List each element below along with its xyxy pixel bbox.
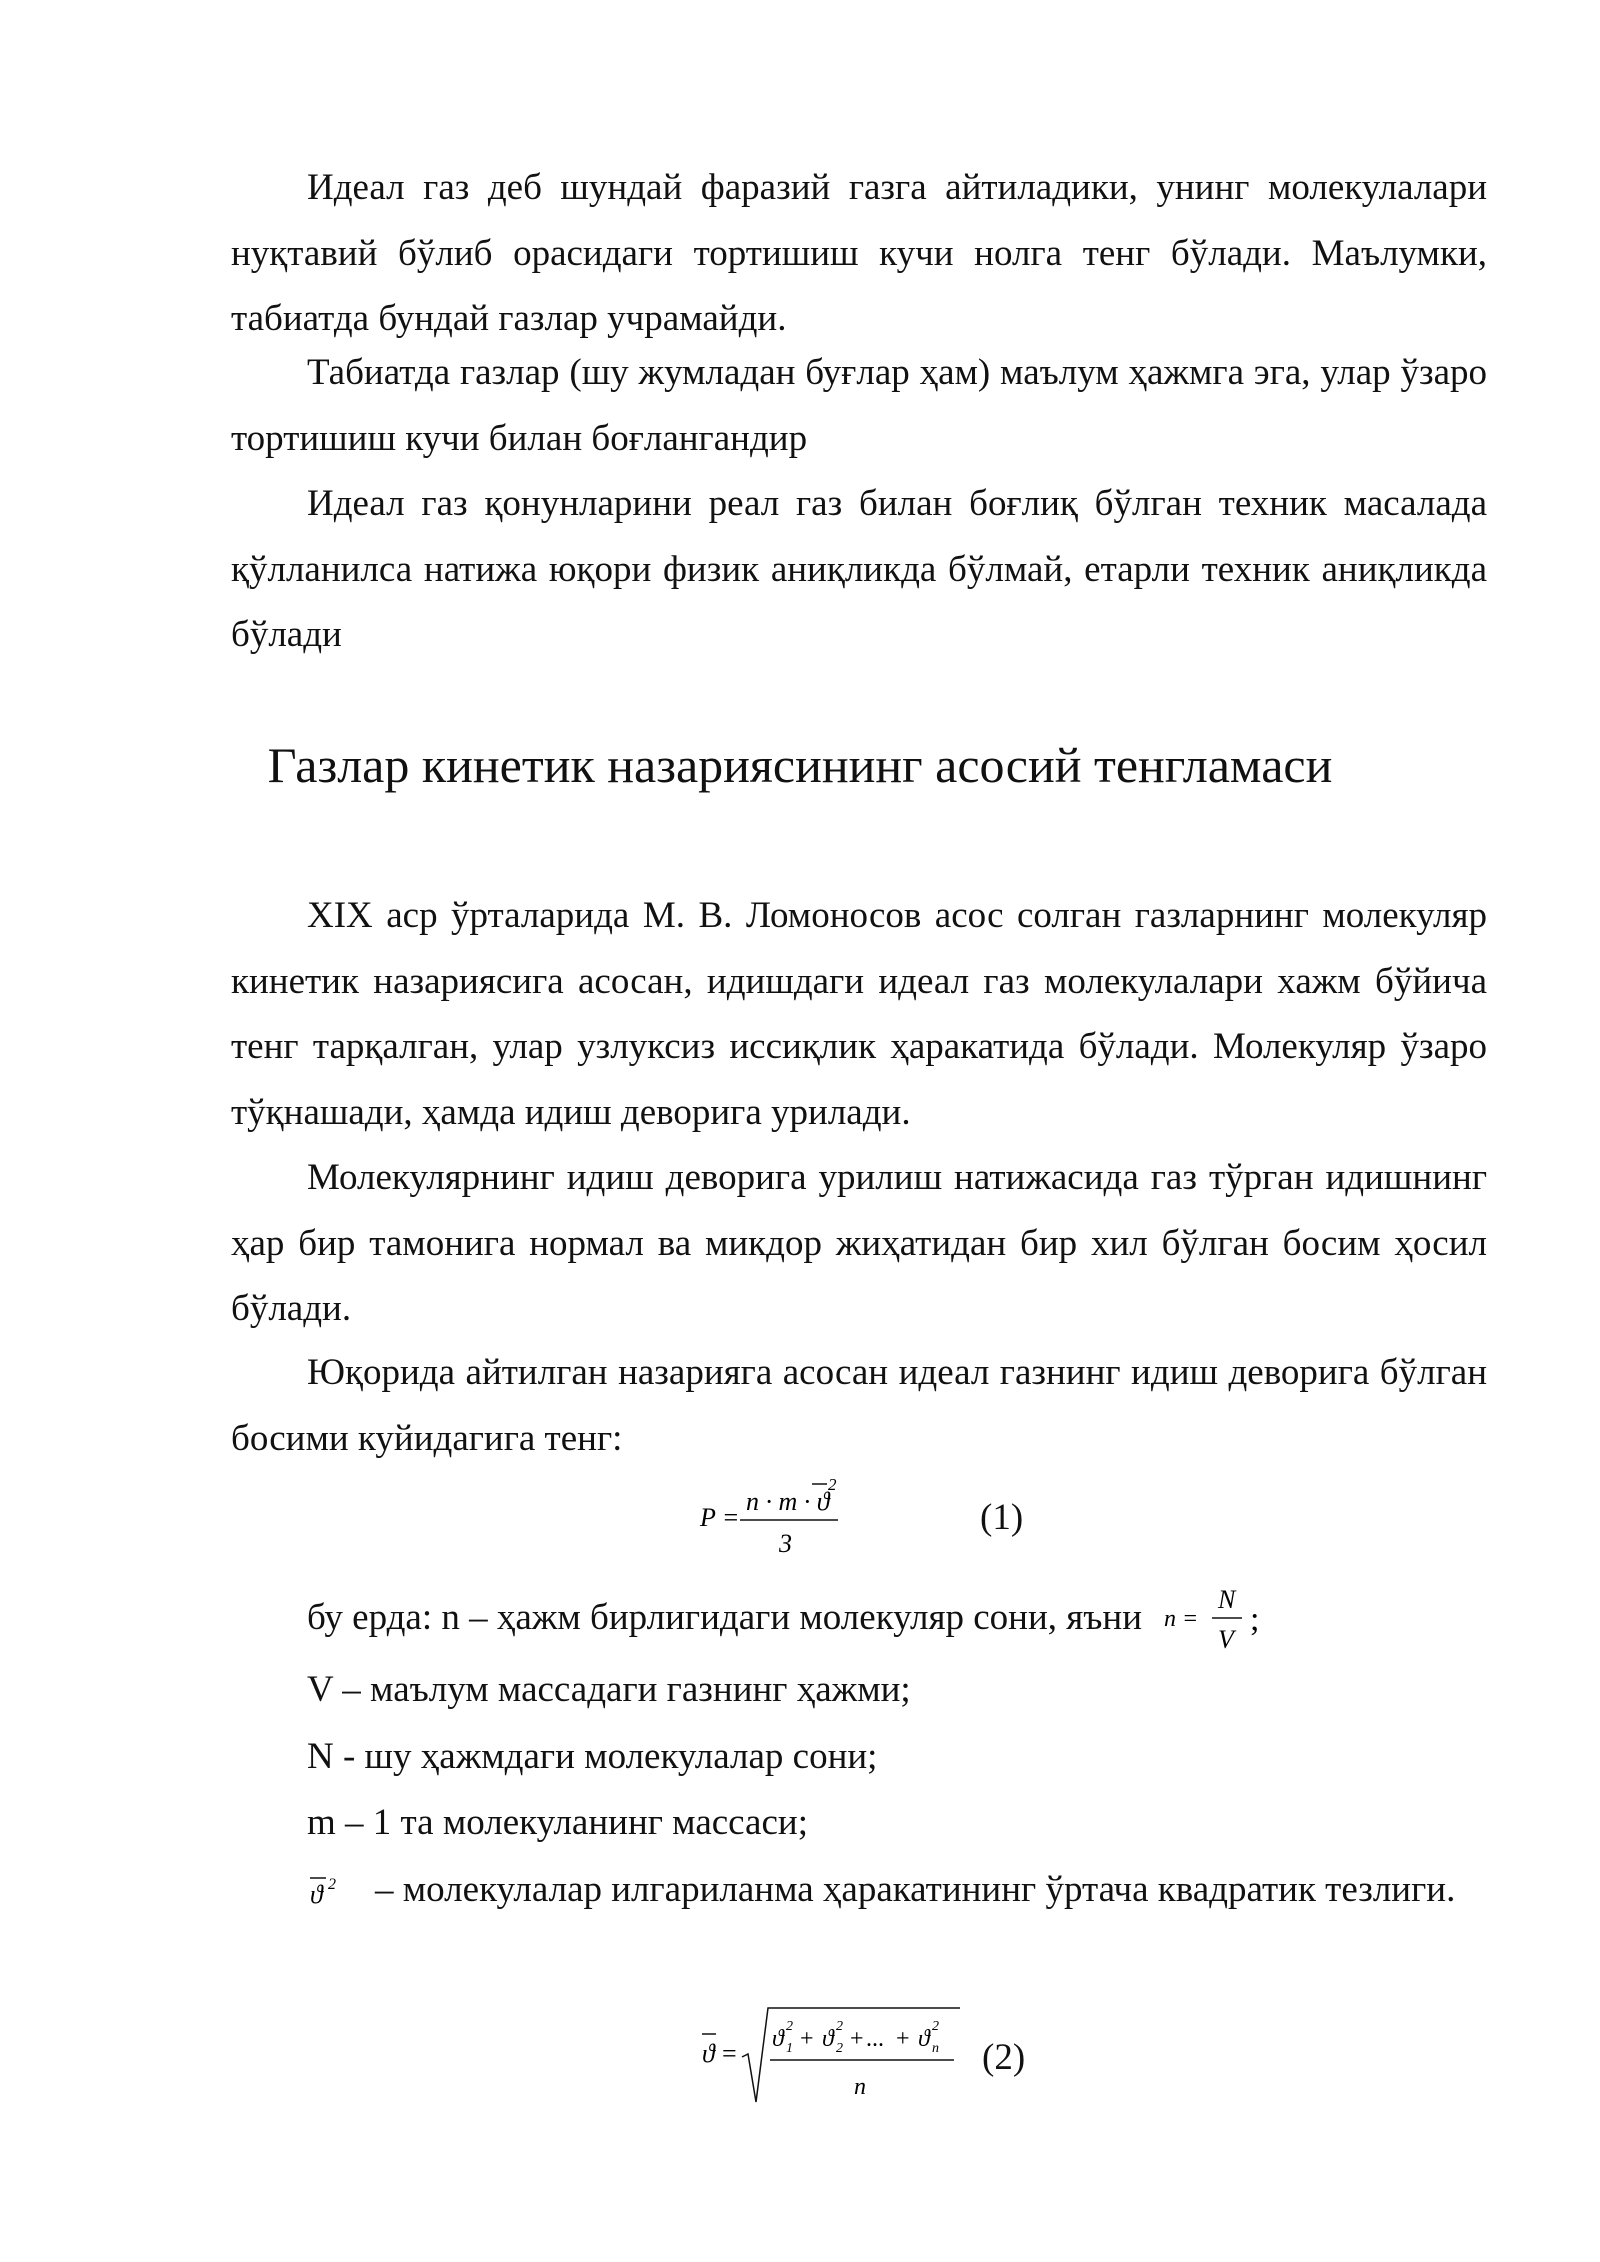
formula-2-term-1: ϑ [772, 2026, 784, 2052]
formula-2-ellipsis: ... [866, 2026, 884, 2052]
formula-1-exponent: 2 [828, 1475, 837, 1494]
formula-2-plus-2: + [850, 2026, 864, 2052]
paragraph-molecule-impact: Молекулярнинг идиш деворига урилиш натижасида газ тўрган идишнинг ҳар бир тамонига нормал ва микдор жиҳатидан бир хил бўлган босим ҳосил бўлади. [231, 1157, 1487, 1329]
formula-2-plus-3: + [896, 2026, 910, 2052]
formula-1-lhs: P = [700, 1503, 740, 1532]
formula-n-equals-N-over-V [1162, 1578, 1272, 1658]
formula-2-lhs-eq: = [722, 2039, 737, 2068]
formula-n-suffix: ; [1250, 1601, 1260, 1638]
formula-2 [692, 2002, 972, 2112]
paragraph-lomonosov-theory: XIX аср ўрталарида М. В. Ломоносов асос солган газларнинг молекуляр кинетик назариясига асосан, идишдаги идеал газ молекулалари хажм бўйича тенг тарқалган, улар узлуксиз иссиқлик ҳаракатида бўлади. Молекуляр ўзаро тўқнашади, ҳамда идиш деворига урилади. [231, 895, 1487, 1133]
formula-2-term-2-exp: 2 [836, 2019, 843, 2034]
formula-2-term-1-sub: 1 [786, 2041, 793, 2056]
theta-symbol: ϑ [310, 1880, 323, 1909]
definition-n-text: бу ерда: n – ҳажм бирлигидаги молекуляр сони, яъни [307, 1597, 1143, 1638]
formula-2-term-n-exp: 2 [932, 2019, 939, 2034]
definition-m: m – 1 та молекуланинг массаси; [307, 1802, 808, 1843]
formula-2-term-2: ϑ [822, 2026, 834, 2052]
paragraph-ideal-gas-laws-application: Идеал газ қонунларини реал газ билан боғлиқ бўлган техник масалада қўлланилса натижа юқори физик аниқликда бўлмай, етарли техник аниқликда бўлади [231, 483, 1487, 655]
formula-1-denominator: 3 [779, 1529, 792, 1558]
definition-V: V – маълум массадаги газнинг ҳажми; [307, 1669, 911, 1710]
paragraph-ideal-gas-definition: Идеал газ деб шундай фаразий газга айтиладики, унинг молекулалари нуқтавий бўлиб орасидаги тортишиш кучи нолга тенг бўлади. Маълумки, табиатда бундай газлар учрамайди. [231, 167, 1487, 339]
formula-1 [690, 1468, 870, 1558]
formula-2-term-1-exp: 2 [786, 2019, 793, 2034]
formula-n-lhs: n = [1164, 1606, 1199, 1632]
formula-2-lhs-symbol: ϑ [702, 2039, 715, 2068]
definition-theta: – молекулалар илгариланма ҳаракатининг ўртача квадратик тезлиги. [375, 1869, 1456, 1910]
definition-n [307, 1596, 1142, 1640]
paragraph-pressure-intro: Юқорида айтилган назарияга асосан идеал газнинг идиш деворига бўлган босими куйидагига тенг: [231, 1352, 1487, 1459]
formula-2-term-2-sub: 2 [836, 2041, 843, 2056]
formula-2-term-n: ϑ [918, 2026, 930, 2052]
formula-1-numerator: n · m · ϑ [746, 1487, 830, 1516]
formula-2-term-n-sub: n [932, 2041, 939, 2056]
formula-1-number: (1) [980, 1497, 1024, 1538]
formula-2-number: (2) [982, 2037, 1026, 2078]
paragraph-real-gases: Табиатда газлар (шу жумладан буғлар ҳам) маълум ҳажмга эга, улар ўзаро тортишиш кучи билан боғлангандир [231, 352, 1487, 459]
formula-n-numerator: N [1218, 1585, 1236, 1614]
definition-theta-symbol [306, 1865, 356, 1915]
formula-n-denominator: V [1218, 1625, 1234, 1654]
theta-exponent: 2 [328, 1876, 336, 1893]
definition-N: N - шу ҳажмдаги молекулалар сони; [307, 1736, 878, 1777]
formula-2-denominator: n [854, 2074, 866, 2100]
formula-2-plus-1: + [800, 2026, 814, 2052]
formula-2-sqrt-sign [742, 2008, 960, 2102]
section-heading: Газлар кинетик назариясининг асосий тенгламаси [267, 737, 1333, 793]
